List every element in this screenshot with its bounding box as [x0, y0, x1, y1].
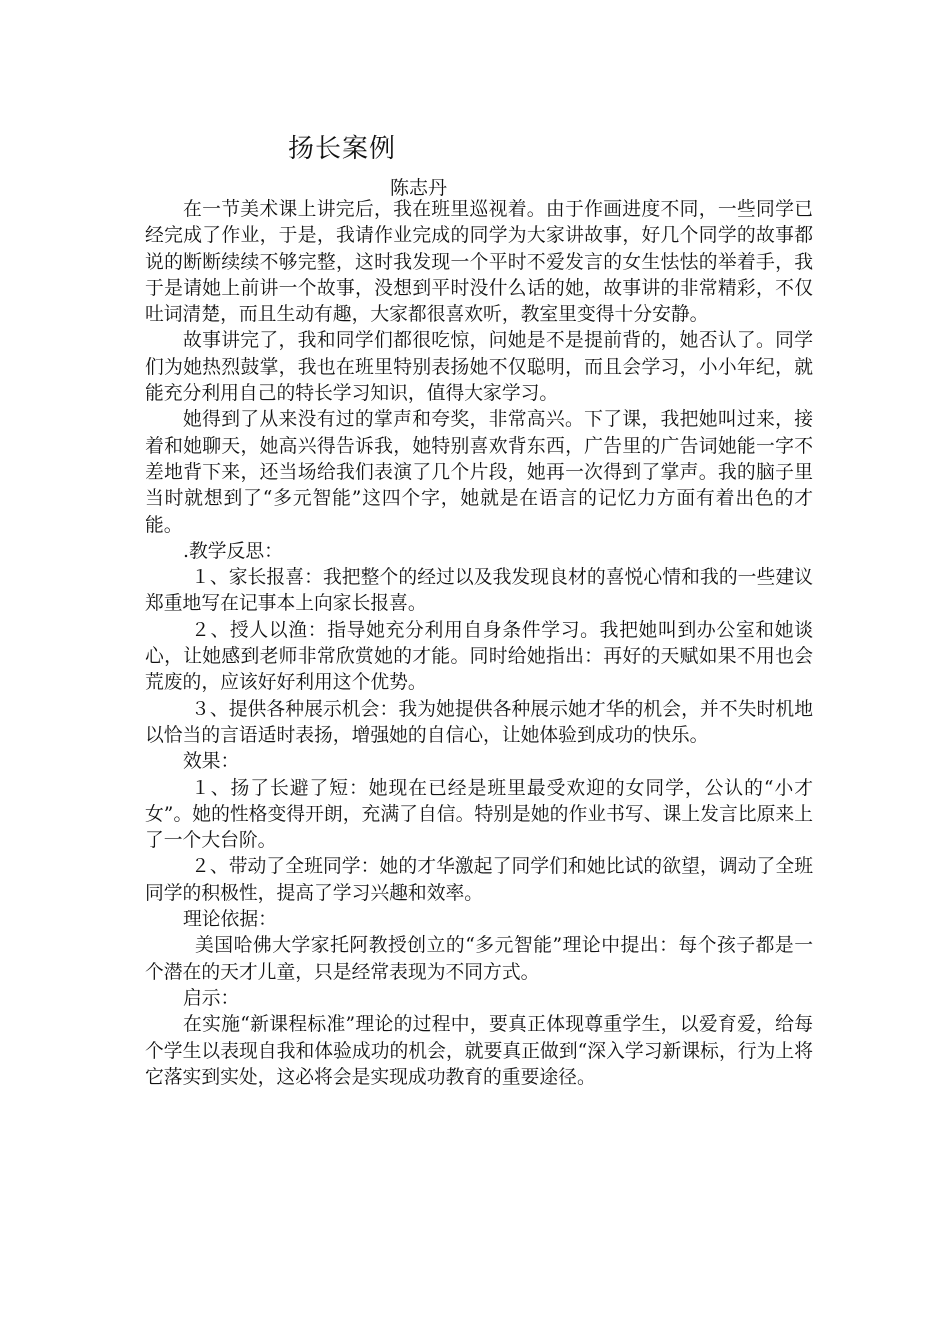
document-body	[145, 197, 813, 1091]
reflection-item-1: １、家长报喜：我把整个的经过以及我发现良材的喜悦心情和我的一些建议郑重地写在记事本上向家长报喜。	[145, 567, 813, 615]
paragraph-insight: 在实施“新课程标准”理论的过程中，要真正体现尊重学生，以爱育爱，给每个学生以表现自我和体验成功的机会，就要真正做到“深入学习新课标，行为上将它落实到实处，这必将会是实现成功教育的重要途径。	[145, 1014, 813, 1088]
heading-theory: 理论依据：	[183, 909, 277, 931]
document-author: 陈志丹	[390, 177, 448, 199]
paragraph-talent: 她得到了从来没有过的掌声和夸奖，非常高兴。下了课，我把她叫过来，接着和她聊天，她高兴得告诉我，她特别喜欢背东西，广告里的广告词她能一字不差地背下来，还当场给我们表演了几个片段，她再一次得到了掌声。我的脑子里当时就想到了“多元智能”这四个字，她就是在语言的记忆力方面有着出色的才能。	[145, 409, 813, 536]
paragraph-theory: 美国哈佛大学家托阿教授创立的“多元智能”理论中提出：每个孩子都是一个潜在的天才儿童，只是经常表现为不同方式。	[145, 935, 813, 983]
heading-insight: 启示：	[183, 987, 240, 1009]
paragraph-story: 在一节美术课上讲完后，我在班里巡视着。由于作画进度不同，一些同学已经完成了作业，于是，我请作业完成的同学为大家讲故事，好几个同学的故事都说的断断续续不够完整，这时我发现一个平时不爱发言的女生怯怯的举着手，我于是请她上前讲一个故事，没想到平时没什么话的她，故事讲的非常精彩，不仅吐词清楚，而且生动有趣，大家都很喜欢听，教室里变得十分安静。	[145, 199, 813, 326]
reflection-item-2: ２、授人以渔：指导她充分利用自身条件学习。我把她叫到办公室和她谈心，让她感到老师非常欣赏她的才能。同时给她指出：再好的天赋如果不用也会荒废的，应该好好利用这个优势。	[145, 619, 813, 694]
effect-item-1: １、扬了长避了短：她现在已经是班里最受欢迎的女同学，公认的“小才女”。她的性格变得开朗，充满了自信。特别是她的作业书写、课上发言比原来上了一个大台阶。	[145, 777, 813, 852]
heading-reflection: .教学反思：	[183, 540, 283, 562]
effect-item-2: ２、带动了全班同学：她的才华激起了同学们和她比试的欲望，调动了全班同学的积极性，提高了学习兴趣和效率。	[145, 856, 813, 904]
heading-effect: 效果：	[183, 751, 240, 773]
paragraph-reaction: 故事讲完了，我和同学们都很吃惊，问她是不是提前背的，她否认了。同学们为她热烈鼓掌，我也在班里特别表扬她不仅聪明，而且会学习，小小年纪，就能充分利用自己的特长学习知识，值得大家学习。	[145, 330, 813, 405]
reflection-item-3: ３、提供各种展示机会：我为她提供各种展示她才华的机会，并不失时机地以恰当的言语适时表扬，增强她的自信心，让她体验到成功的快乐。	[145, 698, 813, 746]
document-title: 扬长案例	[288, 134, 397, 164]
